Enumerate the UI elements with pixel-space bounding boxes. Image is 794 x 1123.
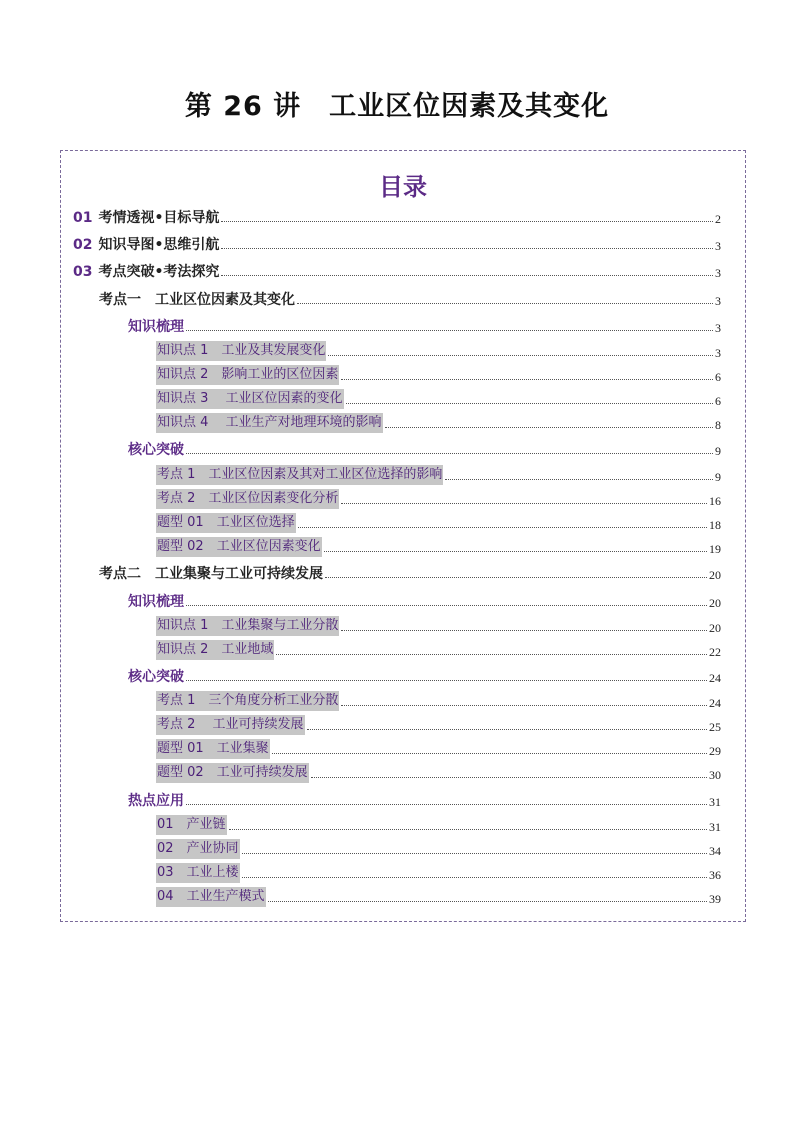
toc-page-number: 31 [709,820,721,834]
toc-entry[interactable] [156,715,721,735]
toc-entry-label: 考点一 工业区位因素及其变化 [99,292,295,308]
toc-page-number: 6 [715,394,721,408]
toc-entry[interactable] [156,537,721,557]
toc-page-number: 25 [709,720,721,734]
toc-entry-text: 知识导图•思维引航 [98,237,220,253]
toc-page-number: 3 [715,266,721,280]
toc-entry[interactable] [156,341,721,361]
toc-entry[interactable] [128,666,721,686]
toc-entry[interactable] [99,289,721,309]
toc-dot-leader [324,550,707,552]
toc-entry[interactable] [156,887,721,907]
toc-entry-label: 知识点 3 工业区位因素的变化 [156,389,344,409]
toc-dot-leader [385,426,713,428]
toc-dot-leader [272,752,707,754]
document-title: 第 26 讲 工业区位因素及其变化 [184,91,610,122]
toc-entry[interactable] [156,640,721,660]
toc-entry-number: 01 [73,210,93,226]
toc-heading: 目录 [379,173,427,201]
toc-dot-leader [445,478,713,480]
toc-page-number: 34 [709,844,721,858]
toc-dot-leader [221,274,713,276]
toc-entry[interactable] [156,365,721,385]
toc-entry-label: 知识梳理 [128,319,184,335]
toc-entry[interactable] [156,739,721,759]
toc-entry-label: 题型 02 工业区位因素变化 [156,537,322,557]
toc-page-number: 29 [709,744,721,758]
toc-entry[interactable] [156,839,721,859]
toc-entry-label: 知识点 4 工业生产对地理环境的影响 [156,413,383,433]
toc-page-number: 9 [715,470,721,484]
toc-entry-label: 知识点 1 工业集聚与工业分散 [156,616,339,636]
toc-entry-label [73,234,219,254]
toc-entry-text: 考点突破•考法探究 [98,264,220,280]
toc-dot-leader [221,220,713,222]
table-of-contents [60,150,746,922]
toc-page-number: 8 [715,418,721,432]
toc-dot-leader [186,329,713,331]
toc-entry[interactable] [156,489,721,509]
toc-dot-leader [242,852,707,854]
toc-dot-leader [186,604,707,606]
toc-page-number: 24 [709,671,721,685]
toc-dot-leader [229,828,707,830]
toc-entry-label: 知识点 1 工业及其发展变化 [156,341,326,361]
toc-entry[interactable] [156,815,721,835]
toc-page-number: 9 [715,444,721,458]
toc-page-number: 36 [709,868,721,882]
toc-page-number: 3 [715,294,721,308]
toc-page-number: 39 [709,892,721,906]
toc-dot-leader [268,900,707,902]
toc-entry[interactable] [128,316,721,336]
toc-dot-leader [221,247,713,249]
toc-entry-label: 核心突破 [128,669,184,685]
toc-entry[interactable] [128,591,721,611]
toc-dot-leader [341,629,707,631]
toc-dot-leader [341,704,707,706]
toc-entry-label: 01 产业链 [156,815,227,835]
toc-dot-leader [341,502,707,504]
toc-page-number: 6 [715,370,721,384]
toc-entry[interactable] [156,389,721,409]
toc-entry-label: 02 产业协同 [156,839,240,859]
toc-entry[interactable] [73,261,721,281]
toc-dot-leader [307,728,707,730]
toc-page-number: 16 [709,494,721,508]
toc-dot-leader [298,526,707,528]
toc-entry[interactable] [128,790,721,810]
toc-dot-leader [276,653,707,655]
toc-entry[interactable] [99,563,721,583]
toc-dot-leader [325,576,707,578]
toc-dot-leader [311,776,707,778]
toc-dot-leader [341,378,713,380]
toc-entry[interactable] [73,207,721,227]
toc-entry-label: 题型 01 工业区位选择 [156,513,296,533]
toc-entry[interactable] [73,234,721,254]
toc-dot-leader [242,876,707,878]
toc-entry-label: 03 工业上楼 [156,863,240,883]
toc-entry-label [73,207,219,227]
toc-entry-label: 题型 01 工业集聚 [156,739,270,759]
toc-entry-label [73,261,219,281]
toc-entry-number: 02 [73,237,93,253]
toc-page-number: 20 [709,568,721,582]
toc-entry-label: 考点二 工业集聚与工业可持续发展 [99,566,323,582]
toc-page-number: 20 [709,596,721,610]
toc-dot-leader [186,452,713,454]
toc-dot-leader [297,302,713,304]
toc-entry-label: 考点 1 工业区位因素及其对工业区位选择的影响 [156,465,443,485]
toc-page-number: 30 [709,768,721,782]
toc-entry-label: 知识点 2 影响工业的区位因素 [156,365,339,385]
toc-entry[interactable] [156,691,721,711]
toc-page-number: 3 [715,239,721,253]
toc-page-number: 2 [715,212,721,226]
toc-entry-label: 题型 02 工业可持续发展 [156,763,309,783]
toc-entry-text: 考情透视•目标导航 [98,210,220,226]
toc-dot-leader [186,679,707,681]
toc-entry-label: 04 工业生产模式 [156,887,266,907]
toc-entry-label: 考点 1 三个角度分析工业分散 [156,691,339,711]
toc-entry-label: 核心突破 [128,442,184,458]
toc-entry-label: 考点 2 工业区位因素变化分析 [156,489,339,509]
toc-page-number: 19 [709,542,721,556]
toc-entry[interactable] [156,616,721,636]
toc-page-number: 3 [715,346,721,360]
toc-entry-label: 热点应用 [128,793,184,809]
toc-entry[interactable] [128,439,721,459]
toc-entry-label: 知识点 2 工业地域 [156,640,274,660]
toc-entry[interactable] [156,763,721,783]
toc-dot-leader [186,803,707,805]
toc-page-number: 24 [709,696,721,710]
toc-entry[interactable] [156,513,721,533]
toc-page-number: 31 [709,795,721,809]
toc-page-number: 20 [709,621,721,635]
toc-entry[interactable] [156,863,721,883]
toc-entry[interactable] [156,465,721,485]
toc-dot-leader [328,354,713,356]
toc-entry[interactable] [156,413,721,433]
toc-entry-number: 03 [73,264,93,280]
toc-entry-label: 考点 2 工业可持续发展 [156,715,305,735]
toc-page-number: 3 [715,321,721,335]
toc-page-number: 22 [709,645,721,659]
toc-dot-leader [346,402,713,404]
toc-entry-label: 知识梳理 [128,594,184,610]
toc-page-number: 18 [709,518,721,532]
